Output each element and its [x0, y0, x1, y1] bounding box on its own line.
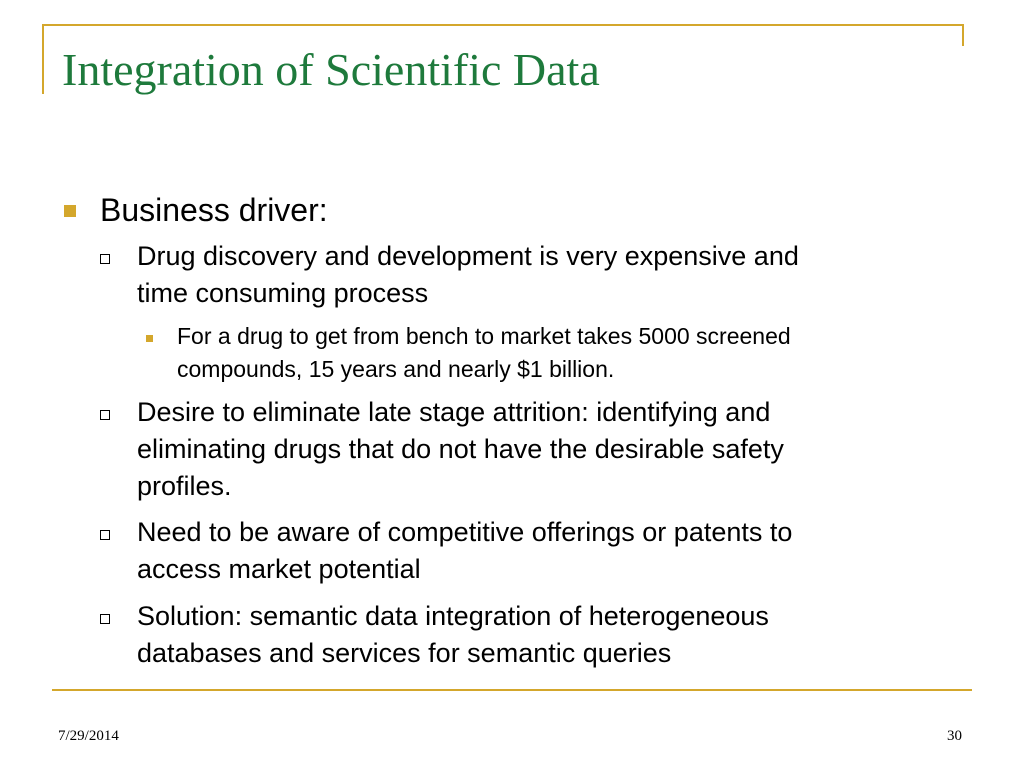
bullet-item-4-line1: Solution: semantic data integration of heterogeneous: [137, 601, 769, 631]
box-bullet-icon: [100, 614, 111, 625]
frame-top-rule: [42, 24, 964, 26]
slide-title: Integration of Scientific Data: [62, 44, 600, 95]
square-bullet-icon: [64, 205, 76, 217]
bullet-item-1-line2: time consuming process: [137, 278, 429, 308]
bullet-item-2-line3: profiles.: [137, 471, 232, 501]
square-bullet-icon: [146, 335, 153, 342]
bullet-item-3-line2: access market potential: [137, 554, 421, 584]
frame-right-rule: [962, 24, 964, 46]
sub-bullet-line2: compounds, 15 years and nearly $1 billion.: [177, 356, 615, 382]
bullet-item-3-line1: Need to be aware of competitive offerings or patents to: [137, 517, 793, 547]
frame-left-rule: [42, 24, 44, 94]
bullet-level1-text: Business driver:: [100, 192, 328, 228]
bullet-item-4-line2: databases and services for semantic queries: [137, 638, 672, 668]
box-bullet-icon: [100, 410, 111, 421]
box-bullet-icon: [100, 530, 111, 541]
footer-date: 7/29/2014: [58, 728, 119, 744]
bullet-item-2-line2: eliminating drugs that do not have the desirable safety: [137, 434, 784, 464]
bullet-item-1-line1: Drug discovery and development is very expensive and: [137, 241, 799, 271]
bullet-item-2-line1: Desire to eliminate late stage attrition: identifying and: [137, 397, 771, 427]
sub-bullet-line1: For a drug to get from bench to market takes 5000 screened: [177, 323, 791, 349]
footer-rule: [52, 689, 972, 691]
page-number: 30: [947, 728, 962, 744]
box-bullet-icon: [100, 254, 111, 265]
